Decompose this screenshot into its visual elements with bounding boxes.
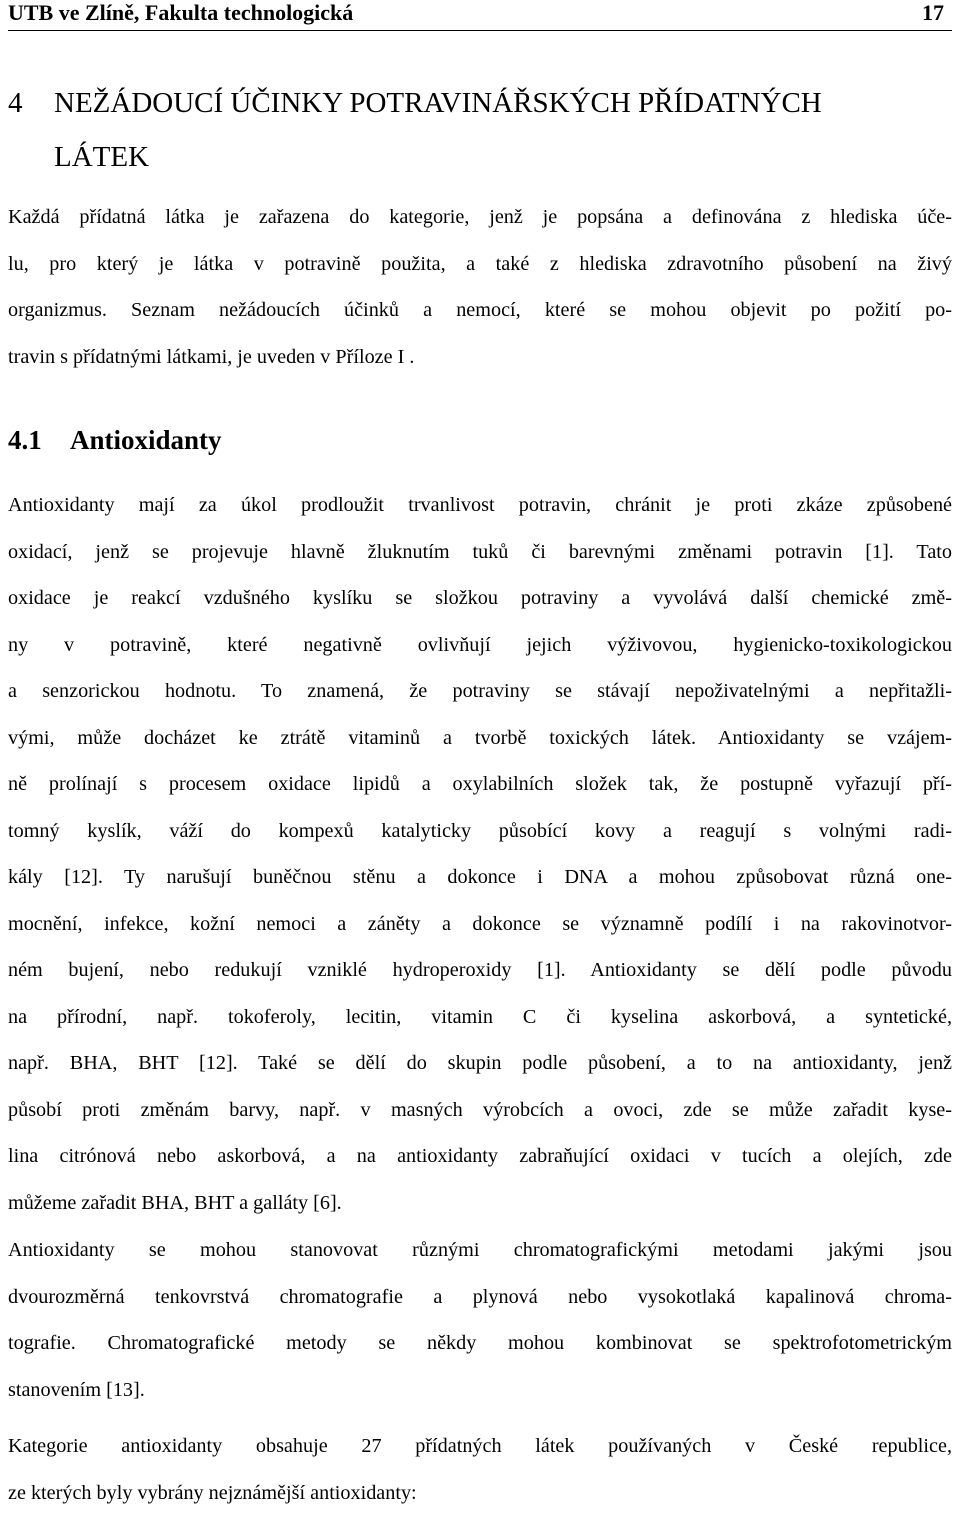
text-line: mocnění, infekce, kožní nemoci a záněty a dokonce se významně podílí i na rakovinotvor-: [8, 901, 952, 948]
text-line: stanovením [13].: [8, 1367, 952, 1414]
text-line: tografie. Chromatografické metody se někdy mohou kombinovat se spektrofotometrickým: [8, 1320, 952, 1367]
text-line: ny v potravině, které negativně ovlivňují jejich výživovou, hygienicko-toxikologickou: [8, 622, 952, 669]
text-line: a senzorickou hodnotu. To znamená, že potraviny se stávají nepoživatelnými a nepřitažli-: [8, 668, 952, 715]
text-line: vými, může docházet ke ztrátě vitaminů a tvorbě toxických látek. Antioxidanty se vzájem-: [8, 715, 952, 762]
text-line: Antioxidanty mají za úkol prodloužit trvanlivost potravin, chránit je proti zkáze způsobené: [8, 482, 952, 529]
text-line: dvourozměrná tenkovrstvá chromatografie a plynová nebo vysokotlaká kapalinová chroma-: [8, 1274, 952, 1321]
text-line: lu, pro který je látka v potravině použita, a také z hlediska zdravotního působení na živý: [8, 241, 952, 288]
text-line: kály [12]. Ty narušují buněčnou stěnu a dokonce i DNA a mohou způsobovat různá one-: [8, 854, 952, 901]
text-line: působí proti změnám barvy, např. v masných výrobcích a ovoci, zde se může zařadit kyse-: [8, 1087, 952, 1134]
text-line: oxidace je reakcí vzdušného kyslíku se složkou potraviny a vyvolává další chemické změ-: [8, 575, 952, 622]
text-line: můžeme zařadit BHA, BHT a galláty [6].: [8, 1180, 952, 1227]
chapter-title: [54, 76, 934, 184]
chromatography-paragraph: [8, 1227, 952, 1413]
running-header: [8, 0, 952, 31]
text-line: travin s přídatnými látkami, je uveden v Příloze I .: [8, 334, 952, 381]
chapter-title-line: LÁTEK: [54, 130, 934, 184]
page-number: 17: [922, 0, 944, 26]
section-number: 4.1: [8, 420, 70, 460]
chapter-number: 4: [8, 76, 23, 130]
text-line: ně prolínají s procesem oxidace lipidů a oxylabilních složek tak, že postupně vyřazují pří-: [8, 761, 952, 808]
text-line: lina citrónová nebo askorbová, a na antioxidanty zabraňující oxidaci v tucích a olejích, zde: [8, 1133, 952, 1180]
text-line: Antioxidanty se mohou stanovovat různými chromatografickými metodami jakými jsou: [8, 1227, 952, 1274]
header-institution: UTB ve Zlíně, Fakulta technologická: [8, 0, 353, 26]
category-paragraph: [8, 1423, 952, 1516]
text-line: např. BHA, BHT [12]. Také se dělí do skupin podle působení, a to na antioxidanty, jenž: [8, 1040, 952, 1087]
antioxidants-paragraph: [8, 482, 952, 1226]
text-line: tomný kyslík, váží do kompexů katalyticky působící kovy a reagují s volnými radi-: [8, 808, 952, 855]
text-line: organizmus. Seznam nežádoucích účinků a nemocí, které se mohou objevit po požití po-: [8, 287, 952, 334]
section-heading: [8, 420, 222, 460]
text-line: ze kterých byly vybrány nejznámější antioxidanty:: [8, 1470, 952, 1516]
text-line: Kategorie antioxidanty obsahuje 27 přídatných látek používaných v České republice,: [8, 1423, 952, 1470]
text-line: Každá přídatná látka je zařazena do kategorie, jenž je popsána a definována z hlediska úče-: [8, 194, 952, 241]
intro-paragraph: [8, 194, 952, 380]
section-title: Antioxidanty: [70, 425, 222, 455]
text-line: ném bujení, nebo redukují vzniklé hydroperoxidy [1]. Antioxidanty se dělí podle původu: [8, 947, 952, 994]
chapter-title-line: NEŽÁDOUCÍ ÚČINKY POTRAVINÁŘSKÝCH PŘÍDATNÝCH: [54, 76, 934, 130]
text-line: na přírodní, např. tokoferoly, lecitin, vitamin C či kyselina askorbová, a syntetické,: [8, 994, 952, 1041]
text-line: oxidací, jenž se projevuje hlavně žluknutím tuků či barevnými změnami potravin [1]. Tato: [8, 529, 952, 576]
